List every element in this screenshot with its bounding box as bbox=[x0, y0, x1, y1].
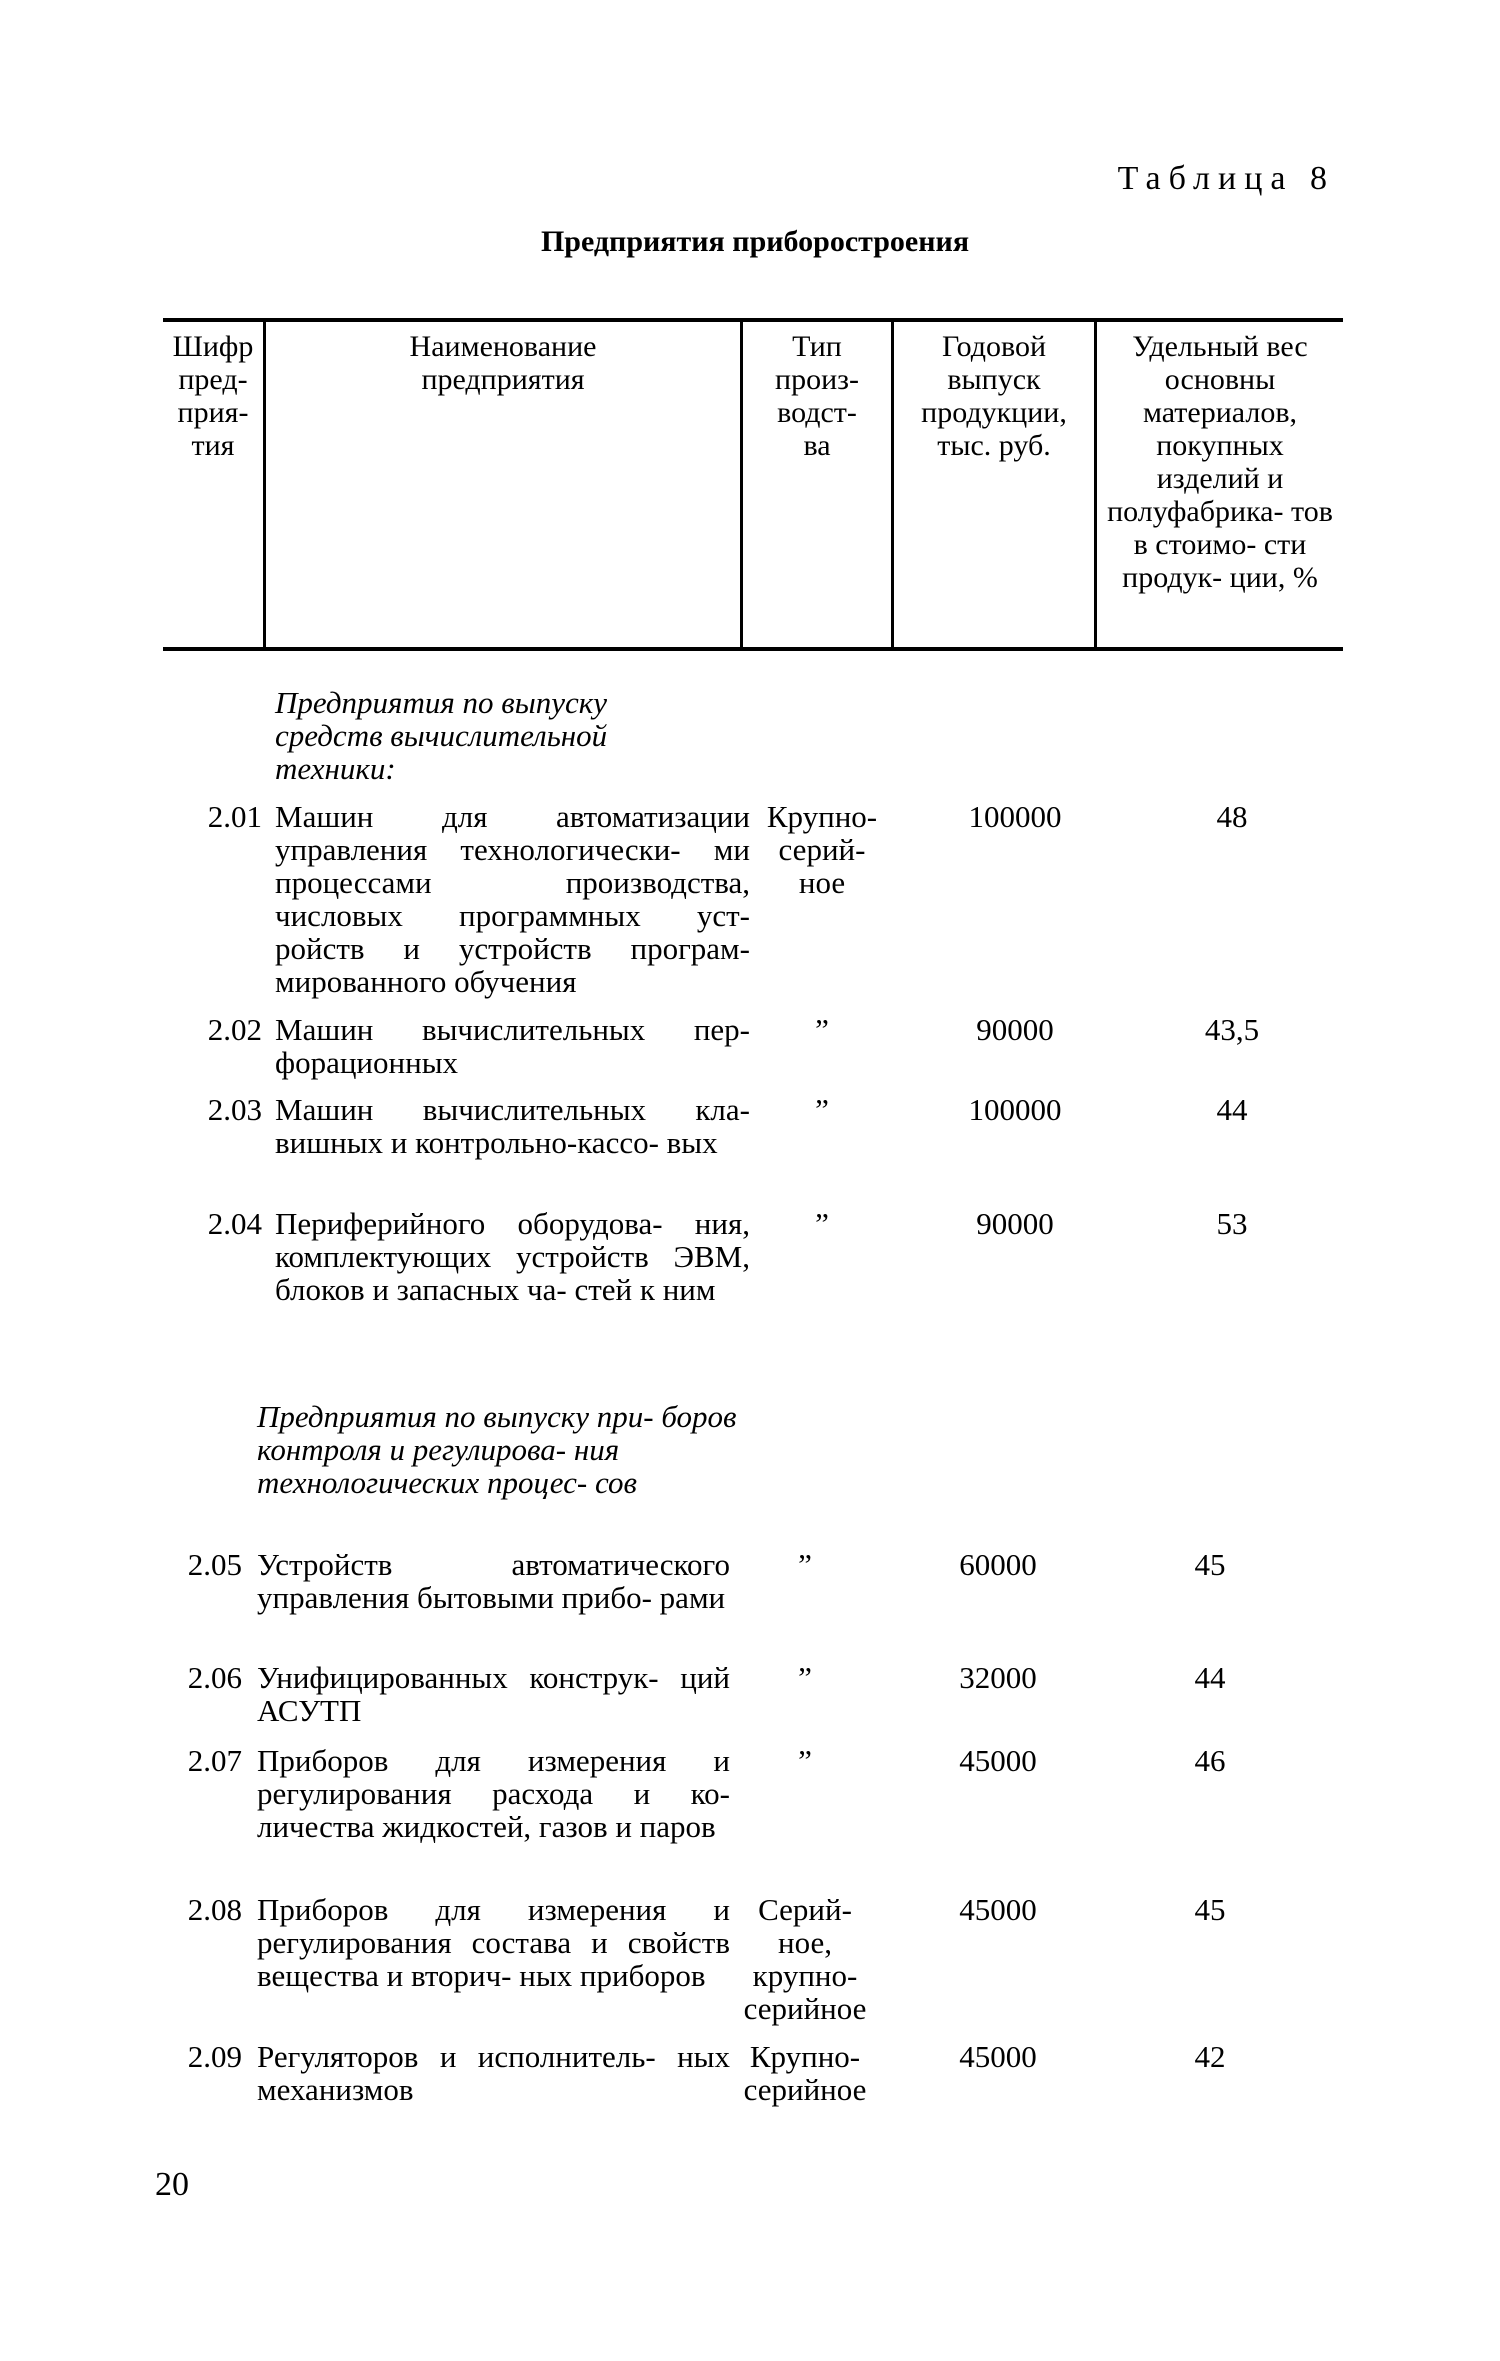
row-type: Крупно- серий- ное bbox=[766, 799, 878, 900]
row-name: Унифицированных конструк- ций АСУТП bbox=[257, 1660, 730, 1728]
row-share: 45 bbox=[1194, 1892, 1226, 1927]
row-share: 53 bbox=[1216, 1206, 1248, 1241]
row-code: 2.08 bbox=[187, 1892, 242, 1927]
row-name: Приборов для измерения и регулирования состава и свойств вещества и вторич- ных приборов bbox=[257, 1892, 730, 1993]
section-title: Предприятия по выпуску при- боров контроля и регулирова- ния технологических процес- сов bbox=[257, 1399, 737, 1500]
row-code: 2.02 bbox=[207, 1012, 262, 1047]
row-share: 44 bbox=[1216, 1092, 1248, 1127]
row-output: 45000 bbox=[959, 1743, 1037, 1778]
row-name: Машин для автоматизации управления технологически- ми процессами производства, числовых программных уст- ройств и устройств програм- мированного обучения bbox=[275, 799, 750, 999]
row-output: 60000 bbox=[959, 1547, 1037, 1582]
row-output: 32000 bbox=[959, 1660, 1037, 1695]
row-share: 44 bbox=[1194, 1660, 1226, 1695]
row-share: 46 bbox=[1194, 1743, 1226, 1778]
row-name: Приборов для измерения и регулирования расхода и ко- личества жидкостей, газов и паров bbox=[257, 1743, 730, 1844]
row-type: ” bbox=[815, 1012, 829, 1047]
header-type: Тип произ- водст- ва bbox=[775, 330, 859, 462]
row-type: ” bbox=[798, 1660, 812, 1695]
section-title: Предприятия по выпуску средств вычислительной техники: bbox=[275, 685, 608, 786]
row-name: Периферийного оборудова- ния, комплектующих устройств ЭВМ, блоков и запасных ча- стей к ним bbox=[275, 1206, 750, 1307]
page-number: 20 bbox=[155, 2166, 189, 2203]
row-type: ” bbox=[798, 1547, 812, 1582]
header-share: Удельный вес основны материалов, покупных изделий и полуфабрика- тов в стоимо- сти продук- ции, % bbox=[1107, 330, 1333, 594]
table-header bbox=[163, 318, 1343, 651]
header-code: Шифр пред- прия- тия bbox=[172, 330, 254, 462]
row-output: 100000 bbox=[968, 1092, 1062, 1127]
row-output: 45000 bbox=[959, 2039, 1037, 2074]
row-type: Серий- ное, крупно- серийное bbox=[743, 1892, 867, 2026]
row-name: Устройств автоматического управления бытовыми прибо- рами bbox=[257, 1547, 730, 1615]
row-code: 2.01 bbox=[207, 799, 262, 834]
row-name: Регуляторов и исполнитель- ных механизмов bbox=[257, 2039, 730, 2107]
table-label: Таблица 8 bbox=[1117, 160, 1335, 197]
row-type: ” bbox=[815, 1206, 829, 1241]
row-type: Крупно- серийное bbox=[743, 2039, 867, 2107]
row-share: 45 bbox=[1194, 1547, 1226, 1582]
row-name: Машин вычислительных кла- вишных и контрольно-кассо- вых bbox=[275, 1092, 750, 1160]
row-code: 2.05 bbox=[187, 1547, 242, 1582]
row-code: 2.03 bbox=[207, 1092, 262, 1127]
row-share: 42 bbox=[1194, 2039, 1226, 2074]
row-output: 45000 bbox=[959, 1892, 1037, 1927]
row-code: 2.04 bbox=[207, 1206, 262, 1241]
row-share: 48 bbox=[1216, 799, 1248, 834]
row-code: 2.06 bbox=[187, 1660, 242, 1695]
row-share: 43,5 bbox=[1204, 1012, 1260, 1047]
header-output: Годовой выпуск продукции, тыс. руб. bbox=[921, 330, 1067, 462]
table-title: Предприятия приборостроения bbox=[540, 225, 970, 258]
row-output: 90000 bbox=[976, 1012, 1054, 1047]
row-output: 100000 bbox=[968, 799, 1062, 834]
row-output: 90000 bbox=[976, 1206, 1054, 1241]
row-type: ” bbox=[815, 1092, 829, 1127]
row-name: Машин вычислительных пер- форационных bbox=[275, 1012, 750, 1080]
row-code: 2.07 bbox=[187, 1743, 242, 1778]
row-type: ” bbox=[798, 1743, 812, 1778]
header-name: Наименование предприятия bbox=[409, 330, 597, 396]
row-code: 2.09 bbox=[187, 2039, 242, 2074]
